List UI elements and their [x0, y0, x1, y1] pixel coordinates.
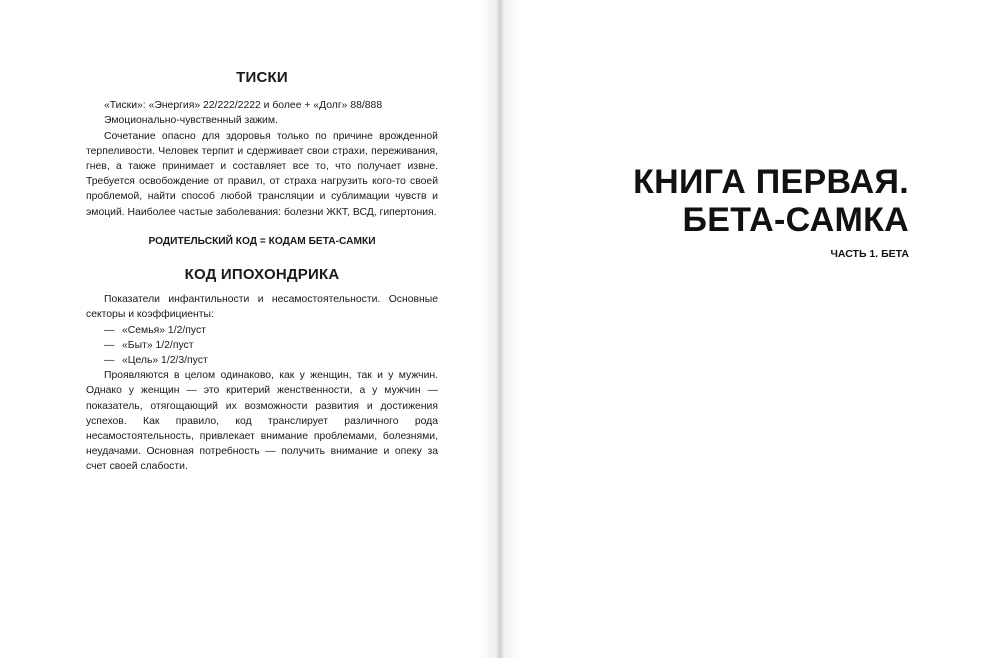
dash-marker: —	[104, 324, 115, 336]
section-title-tiski: ТИСКИ	[236, 69, 288, 86]
tiski-formula: «Тиски»: «Энергия» 22/222/2222 и более + «Долг» 88/888	[104, 100, 383, 112]
left-page	[0, 0, 498, 658]
list-item-text: «Цель» 1/2/3/пуст	[122, 355, 208, 367]
book-title-line-1: КНИГА ПЕРВАЯ.	[633, 163, 909, 201]
list-item	[86, 323, 438, 338]
tiski-paragraph: Сочетание опасно для здоровья только по причине врожденной терпеливости. Человек терпит и сдерживает свои страхи, переживания, гнев, а также принимает и составляет все то, что получает извне. Требуется освобождение от правил, от страха нагрузить кого-то своей проблемой, найти способ любой трансляции и сублимации чувств и эмоций. Наиболее частые заболевания: болезни ЖКТ, ВСД, гипертония.	[86, 130, 438, 218]
dash-marker: —	[104, 339, 115, 351]
list-item	[86, 353, 438, 368]
parental-code-note: РОДИТЕЛЬСКИЙ КОД = КОДАМ БЕТА-САМКИ	[148, 235, 376, 247]
section-title-hypochondriac: КОД ИПОХОНДРИКА	[184, 266, 340, 284]
tiski-description: Эмоционально-чувственный зажим.	[104, 115, 278, 127]
right-page	[500, 0, 1001, 658]
list-item-text: «Быт» 1/2/пуст	[122, 339, 194, 351]
dash-marker: —	[104, 355, 115, 367]
hypochondriac-paragraph: Проявляются в целом одинаково, как у женщин, так и у мужчин. Однако у женщин — это критерий женственности, а у мужчин — показатель, отягощающий их возможности развития и достижения успехов. Как правило, код транслирует различного рода несамостоятельность, привлекает внимание проблемами, болезнями, неудачами. Основная потребность — получить внимание и опеку за счет своей слабости.	[86, 370, 438, 473]
list-item	[86, 338, 438, 353]
part-title: ЧАСТЬ 1. БЕТА	[830, 248, 909, 260]
book-title	[633, 163, 909, 239]
list-item-text: «Семья» 1/2/пуст	[122, 324, 206, 336]
left-page-text	[86, 70, 438, 475]
hypochondriac-intro: Показатели инфантильности и несамостоятельности. Основные секторы и коэффициенты:	[86, 294, 438, 321]
book-gutter	[480, 0, 520, 658]
book-title-line-2: БЕТА-САМКА	[682, 201, 909, 239]
